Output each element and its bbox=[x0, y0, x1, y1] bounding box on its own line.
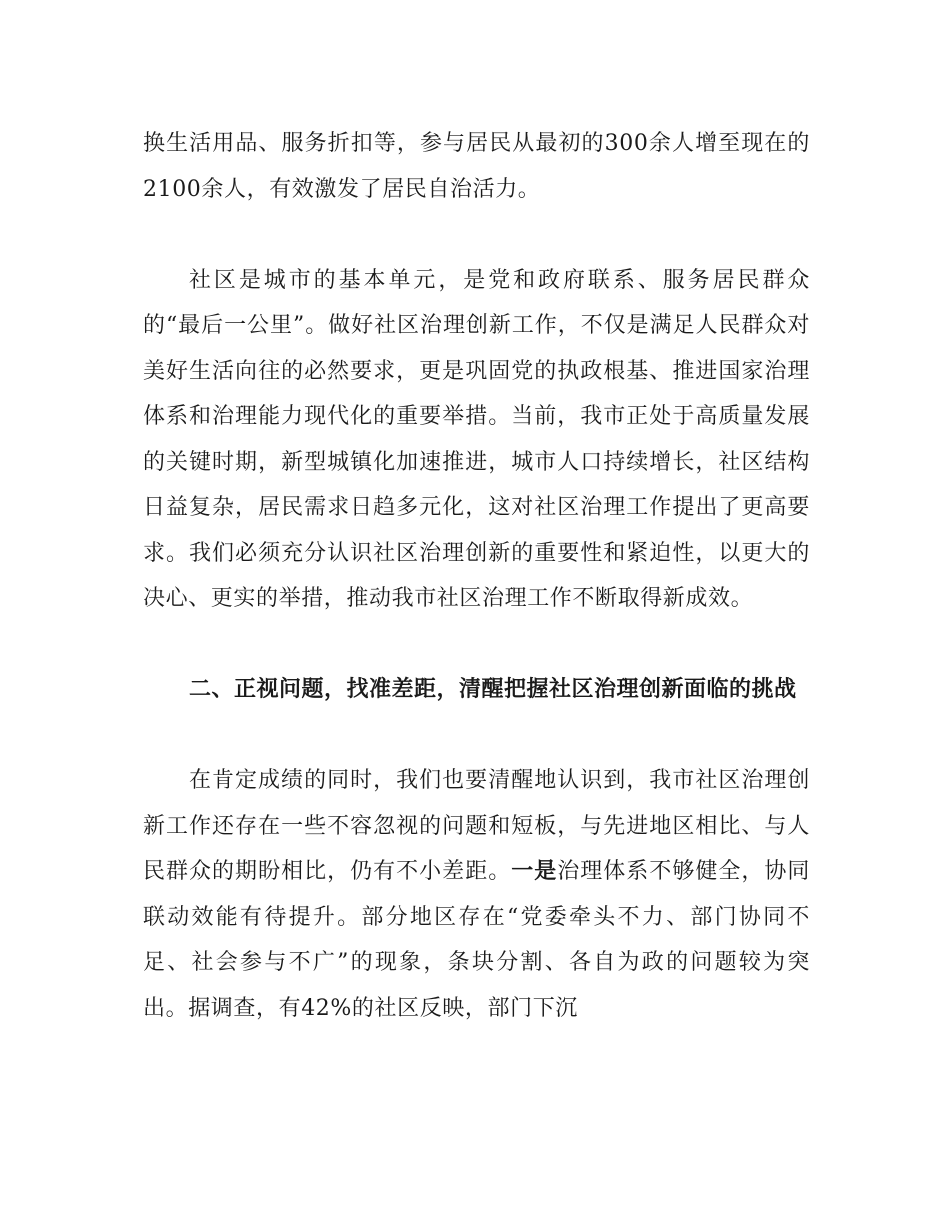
paragraph-challenges-first-point: 治理体系不够健全，协同联动效能有待提升。部分地区存在“党委牵头不力、部门协同不足、社会参与不广”的现象，条块分割、各自为政的问题较为突出。据调查，有42%的社区反映，部门下沉 bbox=[143, 859, 810, 1021]
paragraph-challenges-first-point-label: 一是 bbox=[511, 859, 558, 884]
paragraph-continued: 换生活用品、服务折扣等，参与居民从最初的300余人增至现在的2100余人，有效激发了居民自治活力。 bbox=[143, 131, 810, 202]
paragraph-challenges-intro: 在肯定成绩的同时，我们也要清醒地认识到，我市社区治理创新工作还存在一些不容忽视的问题和短板，与先进地区相比、与人民群众的期盼相比，仍有不小差距。 bbox=[143, 768, 810, 884]
paragraph-community-importance: 社区是城市的基本单元，是党和政府联系、服务居民群众的“最后一公里”。做好社区治理创新工作，不仅是满足人民群众对美好生活向往的必然要求，更是巩固党的执政根基、推进国家治理体系和治理能力现代化的重要举措。当前，我市正处于高质量发展的关键时期，新型城镇化加速推进，城市人口持续增长，社区结构日益复杂，居民需求日趋多元化，这对社区治理工作提出了更高要求。我们必须充分认识社区治理创新的重要性和紧迫性，以更大的决心、更实的举措，推动我市社区治理工作不断取得新成效。 bbox=[143, 267, 810, 611]
section-heading-2: 二、正视问题，找准差距，清醒把握社区治理创新面临的挑战 bbox=[189, 677, 797, 702]
paragraph-challenges bbox=[143, 758, 810, 1031]
document-page bbox=[143, 121, 810, 1031]
